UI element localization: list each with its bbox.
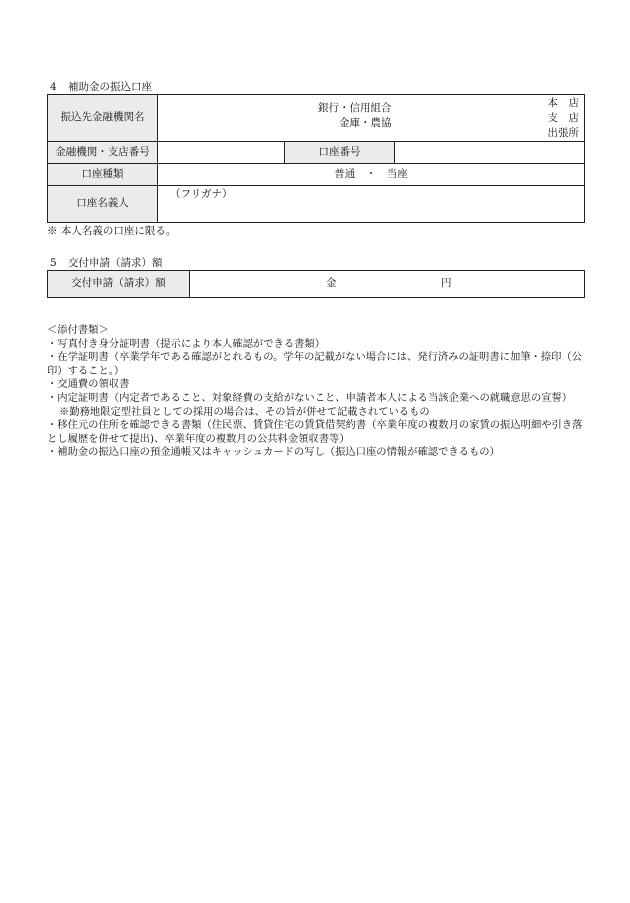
amount-field[interactable]	[190, 271, 585, 298]
bank-name-label: 振込先金融機関名	[48, 95, 158, 142]
branch-shucchosho: 出張所	[547, 127, 580, 139]
amount-label: 交付申請（請求）額	[48, 271, 190, 298]
branch-type-options	[548, 96, 580, 141]
attachment-item: ・写真付き身分証明書（提示により本人確認ができる書類）	[47, 337, 326, 350]
bank-name-field[interactable]	[158, 95, 585, 142]
section5-heading	[50, 257, 163, 270]
attachment-item: ・移住元の住所を確認できる書類（住民票、賃貸住宅の賃貸借契約書（卒業年度の複数月の家賃の振込明細や引き落とし履歴を併せて提出)、卒業年度の複数月の公共料金領収書等）	[47, 419, 583, 445]
section4-title: 補助金の振込口座	[68, 81, 152, 93]
furigana-label: （フリガナ）	[170, 188, 233, 200]
branch-honten: 本 店	[547, 97, 580, 109]
attachments-list	[47, 324, 587, 460]
account-number-field[interactable]	[395, 142, 585, 164]
bank-type-line2: 金庫・農協	[339, 117, 392, 129]
account-note: ※ 本人名義の口座に限る。	[47, 225, 177, 237]
section5-number: 5	[50, 257, 57, 269]
account-holder-field[interactable]	[158, 186, 585, 223]
section4-number: 4	[50, 81, 57, 93]
attachment-item: ・交通費の領収書	[47, 378, 130, 391]
section4-heading	[50, 81, 152, 94]
attachment-subnote: ※勤務地限定型社員としての採用の場合は、その旨が併せて記載されているもの	[59, 405, 430, 418]
account-number-label: 口座番号	[285, 142, 395, 164]
branch-code-field[interactable]	[158, 142, 285, 164]
account-type-options[interactable]: 普通 ・ 当座	[158, 164, 585, 186]
attachment-item: ・補助金の振込口座の預金通帳又はキャッシュカードの写し（振込口座の情報が確認できるもの）	[47, 446, 500, 459]
attachment-item: ・内定証明書（内定者であること、対象経費の支給がないこと、申請者本人による当該企業への就職意思の宣誓）	[47, 391, 573, 404]
amount-kin: 金	[326, 277, 337, 289]
attachment-item: ・在学証明書（卒業学年である確認がとれるもの。学年の記載がない場合には、発行済みの証明書に加筆・捺印（公印）すること。）	[47, 351, 583, 377]
bank-account-table	[47, 94, 585, 223]
section5-title: 交付申請（請求）額	[68, 257, 163, 269]
branch-shiten: 支 店	[547, 112, 580, 124]
account-holder-label: 口座名義人	[48, 186, 158, 223]
branch-code-label: 金融機関・支店番号	[48, 142, 158, 164]
attachments-heading: ＜添付書類＞	[47, 324, 109, 336]
account-type-label: 口座種類	[48, 164, 158, 186]
bank-type-options	[318, 101, 392, 131]
bank-type-line1: 銀行・信用組合	[318, 102, 392, 114]
amount-yen: 円	[441, 277, 452, 289]
amount-table	[47, 270, 585, 298]
